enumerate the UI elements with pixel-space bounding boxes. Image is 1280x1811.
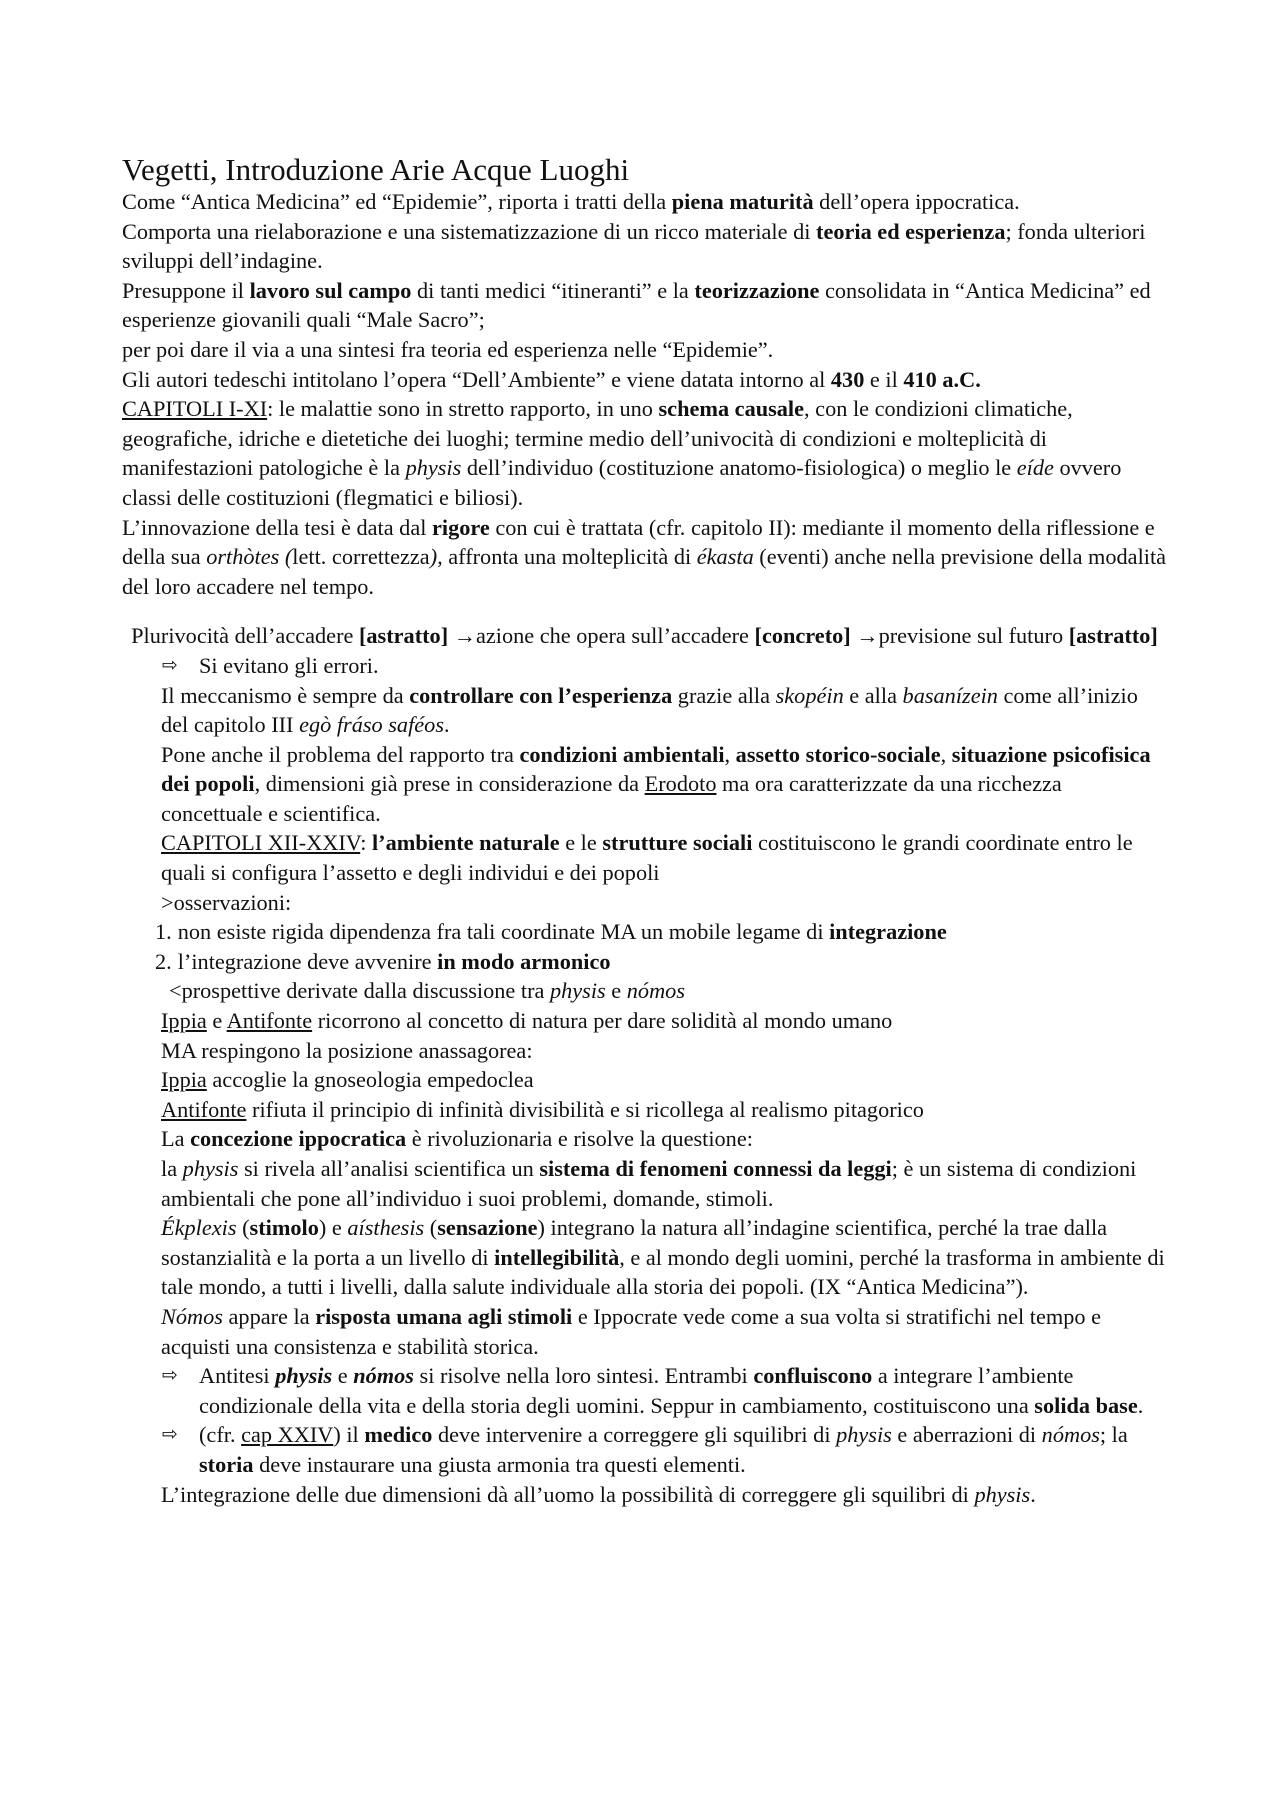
paragraph-conclusione: L’integrazione delle due dimensioni dà all’uomo la possibilità di correggere gli squilibri di physis. [161,1481,1036,1507]
paragraph-rapporto: Pone anche il problema del rapporto tra condizioni ambientali, assetto storico-sociale, situazione psicofisica dei popoli, dimensioni già prese in considerazione da Erodoto ma ora caratterizzate da una ricchezza concettuale e scientifica. [161,741,1151,826]
paragraph-presuppone: Presuppone il lavoro sul campo di tanti medici “itineranti” e la teorizzazione consolidata in “Antica Medicina” ed esperienze giovanili quali “Male Sacro”; [122,277,1151,333]
arrow-right-icon: ⇨ [162,1364,178,1387]
arrow-right-icon: ⇨ [162,1423,178,1446]
paragraph-datazione: Gli autori tedeschi intitolano l’opera “Dell’Ambiente” e viene datata intorno al 430 e il 410 a.C. [122,366,981,392]
paragraph-anassagorea: MA respingono la posizione anassagorea: [161,1037,533,1063]
paragraph-ippia: Ippia accoglie la gnoseologia empedoclea [161,1067,534,1093]
arrow-right-icon: ⇨ [162,653,178,676]
paragraph-ippia-antifonte: Ippia e Antifonte ricorrono al concetto di natura per dare solidità al mondo umano [161,1008,893,1034]
centered-schema: Pluriv​ocità dell’accadere [astratto] →azione che opera sull’accadere [concreto] →previsione sul futuro [astratto] [131,623,1158,649]
paragraph-antifonte: Antifonte rifiuta il principio di infinità divisibilità e si ricollega al realismo pitagorico [161,1096,924,1122]
section-label: CAPITOLI I-XI [122,396,268,422]
paragraph-prospettive: <prospettive derivate dalla discussione tra physis e nómos [169,978,686,1004]
paragraph-concezione: La concezione ippocratica è rivoluzionaria e risolve la questione: [161,1126,753,1152]
numbered-item-2: 2. l’integrazione deve avvenire in modo armonico [155,948,611,974]
numbered-item-1: 1. non esiste rigida dipendenza fra tali coordinate MA un mobile legame di integrazione [155,919,947,945]
paragraph-capitoli-1-11: CAPITOLI I-XI: le malattie sono in stretto rapporto, in uno schema causale, con le condizioni climatiche, geografiche, idriche e dietetiche dei luoghi; termine medio dell’univocità di condizioni e molteplicità di manifestazioni patologiche è la physis dell’individuo (costituzione anatomo-fisiologica) o meglio le eíde ovvero classi delle costituzioni (flegmatici e biliosi). [122,396,1122,510]
paragraph-sintesi: per poi dare il via a una sintesi fra teoria ed esperienza nelle “Epidemie”. [122,336,774,362]
paragraph-meccanismo: Il meccanismo è sempre da controllare con l’esperienza grazie alla skopéin e alla basanízein come all’inizio del capitolo III egò fráso saféos. [161,682,1138,738]
document-page [122,152,1167,1509]
paragraph-capitoli-12-24: CAPITOLI XII-XXIV: l’ambiente naturale e le strutture sociali costituiscono le grandi coordinate entro le quali si configura l’assetto e degli individui e dei popoli [161,830,1133,886]
paragraph-physis: la physis si rivela all’analisi scientifica un sistema di fenomeni connessi da leggi; è un sistema di condizioni ambientali che pone all’individuo i suoi problemi, domande, stimoli. [161,1156,1137,1211]
paragraph-osservazioni: >osservazioni: [161,889,292,915]
paragraph-nomos: Nómos appare la risposta umana agli stimoli e Ippocrate vede come a sua volta si stratifichi nel tempo e acquisti una consistenza e stabilità storica. [161,1303,1101,1359]
document-title: Vegetti, Introduzione Arie Acque Luoghi [122,152,630,187]
bullet-antitesi: ⇨ Antitesi physis e nómos si risolve nella loro sintesi. Entrambi confluiscono a integrare l’ambiente condizionale della vita e della storia degli uomini. Seppur in cambiamento, costituiscono una solida base. [162,1363,1144,1418]
section-label: CAPITOLI XII-XXIV [161,830,361,856]
paragraph-rielaborazione: Comporta una rielaborazione e una sistematizzazione di un ricco materiale di teoria ed esperienza; fonda ulteriori sviluppi dell’indagine. [122,218,1146,274]
paragraph-innovazione: L’innovazione della tesi è data dal rigore con cui è trattata (cfr. capitolo II): mediante il momento della riflessione e della sua orthòtes (lett. correttezza), affronta una molteplicità di ékasta (eventi) anche nella previsione della modalità del loro accadere nel tempo. [122,514,1167,599]
paragraph-ekplexis: Ékplexis (stimolo) e aísthesis (sensazione) integrano la natura all’indagine scientifica, perché la trae dalla sostanzialità e la porta a un livello di intellegibilità, e al mondo degli uomini, perché la trasforma in ambiente di tale mondo, a tutti i livelli, dalla salute individuale alla storia dei popoli. (IX “Antica Medicina”). [161,1215,1165,1300]
bullet-errori: ⇨ Si evitano gli errori. [122,651,1167,681]
bullet-medico: ⇨ (cfr. cap XXIV) il medico deve intervenire a correggere gli squilibri di physis e aberrazioni di nómos; la storia deve instaurare una giusta armonia tra questi elementi. [162,1422,1128,1477]
paragraph-intro: Come “Antica Medicina” ed “Epidemie”, riporta i tratti della piena maturità dell’opera ippocratica. [122,189,1020,214]
